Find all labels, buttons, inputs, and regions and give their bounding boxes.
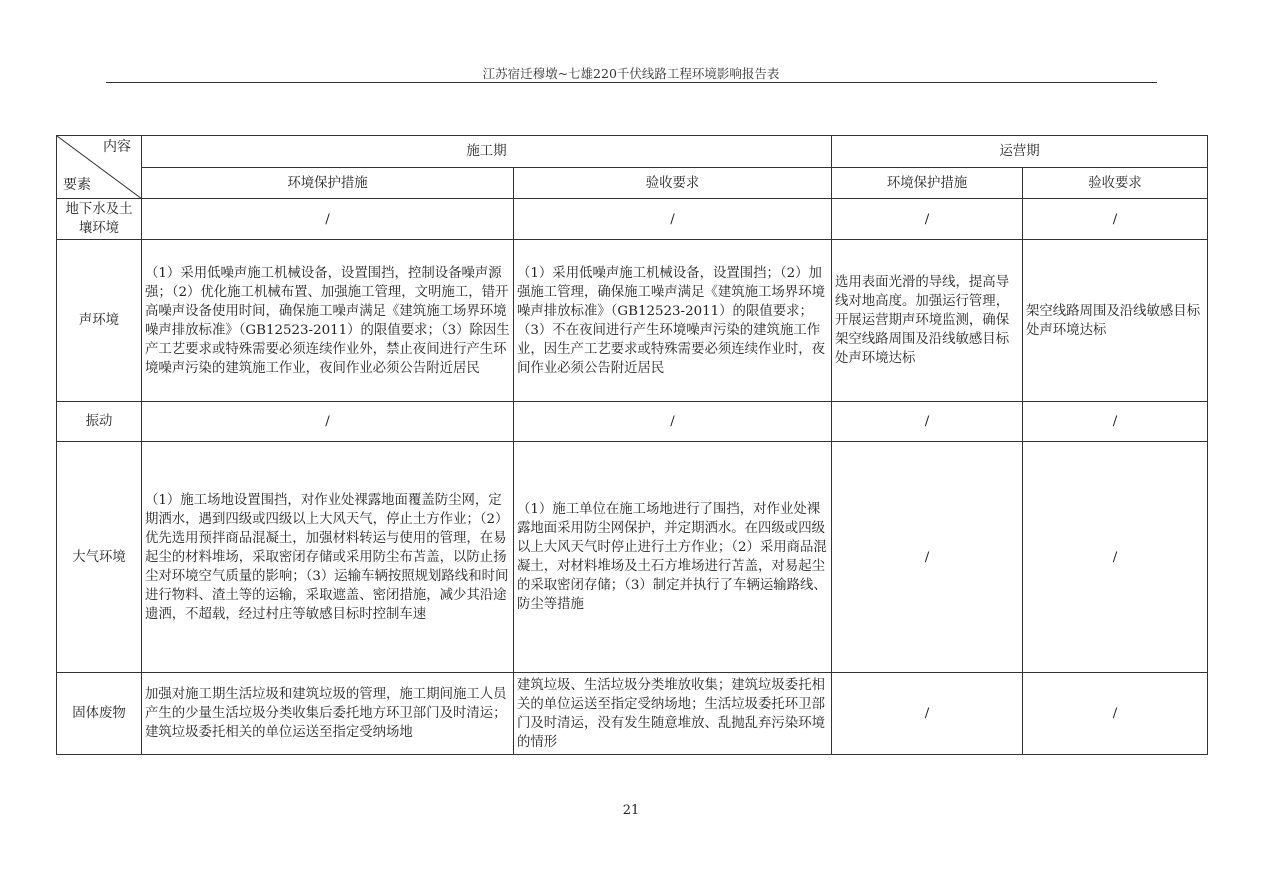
operation-acceptance-cell: / [1023, 199, 1208, 240]
table-header-row-periods [57, 136, 1208, 168]
operation-acceptance-cell: / [1023, 402, 1208, 442]
construction-acceptance-cell: / [514, 199, 832, 240]
construction-acceptance-cell: （1）采用低噪声施工机械设备，设置围挡；（2）加强施工管理，确保施工噪声满足《建筑施工场界环境噪声排放标准》（GB12523-2011）的限值要求；（3）不在夜间进行产生环境噪声污染的建筑施工作业，因生产工艺要求或特殊需要必须连续作业时，夜间作业必须公告附近居民 [514, 240, 832, 402]
element-cell: 大气环境 [57, 442, 142, 673]
operation-acceptance-header: 验收要求 [1023, 168, 1208, 199]
page-number: 21 [622, 803, 640, 818]
construction-period-header: 施工期 [142, 136, 832, 168]
operation-acceptance-cell: / [1023, 442, 1208, 673]
table-row [57, 199, 1208, 240]
page-header-title: 江苏宿迁穆墩~七雄220千伏线路工程环境影响报告表 [482, 66, 780, 81]
construction-measures-cell: （1）施工场地设置围挡，对作业处裸露地面覆盖防尘网，定期洒水，遇到四级或四级以上大风天气，停止土方作业；（2）优先选用预拌商品混凝土，加强材料转运与使用的管理，在易起尘的材料堆场，采取密闭存储或采用防尘布苫盖，以防止扬尘对环境空气质量的影响；（3）运输车辆按照规划路线和时间进行物料、渣土等的运输，采取遮盖、密闭措施，减少其沿途遗洒，不超载，经过村庄等敏感目标时控制车速 [142, 442, 514, 673]
environment-protection-table [56, 135, 1208, 755]
construction-acceptance-cell: / [514, 402, 832, 442]
operation-acceptance-cell: / [1023, 673, 1208, 755]
construction-measures-cell: 加强对施工期生活垃圾和建筑垃圾的管理，施工期间施工人员产生的少量生活垃圾分类收集后委托地方环卫部门及时清运；建筑垃圾委托相关的单位运送至指定受纳场地 [142, 673, 514, 755]
table-header-row-columns [57, 168, 1208, 199]
operation-measures-cell: 选用表面光滑的导线，提高导线对地高度。加强运行管理，开展运营期声环境监测，确保架空线路周围及沿线敏感目标处声环境达标 [832, 240, 1023, 402]
construction-measures-header: 环境保护措施 [142, 168, 514, 199]
corner-label-element: 要素 [63, 177, 91, 193]
table-row [57, 240, 1208, 402]
element-cell: 声环境 [57, 240, 142, 402]
corner-header-cell [57, 136, 142, 199]
operation-measures-cell: / [832, 442, 1023, 673]
element-cell: 固体废物 [57, 673, 142, 755]
construction-measures-cell: / [142, 402, 514, 442]
corner-label-content: 内容 [103, 139, 131, 155]
operation-measures-header: 环境保护措施 [832, 168, 1023, 199]
header-divider [106, 82, 1157, 83]
element-cell: 地下水及土壤环境 [57, 199, 142, 240]
operation-measures-cell: / [832, 673, 1023, 755]
element-cell: 振动 [57, 402, 142, 442]
construction-measures-cell: （1）采用低噪声施工机械设备，设置围挡，控制设备噪声源强；（2）优化施工机械布置、加强施工管理，文明施工，错开高噪声设备使用时间，确保施工噪声满足《建筑施工场界环境噪声排放标准》（GB12523-2011）的限值要求；（3）除因生产工艺要求或特殊需要必须连续作业外，禁止夜间进行产生环境噪声污染的建筑施工作业，夜间作业必须公告附近居民 [142, 240, 514, 402]
table-row [57, 673, 1208, 755]
operation-period-header: 运营期 [832, 136, 1208, 168]
table-row [57, 402, 1208, 442]
construction-acceptance-cell: （1）施工单位在施工场地进行了围挡，对作业处裸露地面采用防尘网保护，并定期洒水。在四级或四级以上大风天气时停止进行土方作业；（2）采用商品混凝土，对材料堆场及土石方堆场进行苫盖，对易起尘的采取密闭存储；（3）制定并执行了车辆运输路线、防尘等措施 [514, 442, 832, 673]
construction-acceptance-cell: 建筑垃圾、生活垃圾分类堆放收集；建筑垃圾委托相关的单位运送至指定受纳场地；生活垃圾委托环卫部门及时清运，没有发生随意堆放、乱抛乱弃污染环境的情形 [514, 673, 832, 755]
operation-measures-cell: / [832, 199, 1023, 240]
construction-measures-cell: / [142, 199, 514, 240]
table-row [57, 442, 1208, 673]
operation-measures-cell: / [832, 402, 1023, 442]
construction-acceptance-header: 验收要求 [514, 168, 832, 199]
operation-acceptance-cell: 架空线路周围及沿线敏感目标处声环境达标 [1023, 240, 1208, 402]
